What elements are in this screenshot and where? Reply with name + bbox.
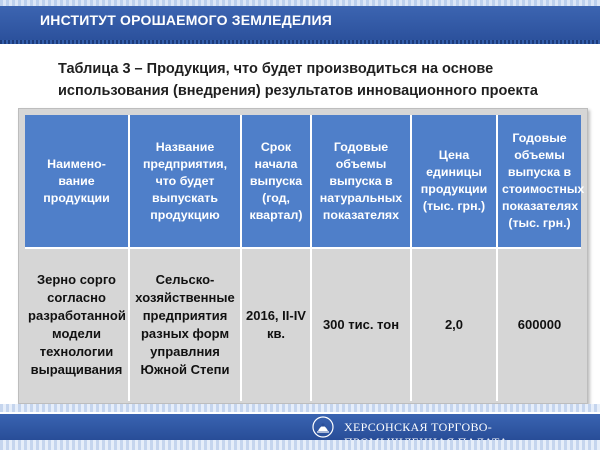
header-unit-price: Цена единицы продукции (тыс. грн.) <box>411 115 497 248</box>
cell-enterprise-name: Сельско-хозяйственные предприятия разных форм управлния Южной Степи <box>129 248 241 401</box>
header-banner <box>0 0 600 44</box>
header-stripe-bottom <box>0 40 600 44</box>
caption-line-2: использования (внедрения) результатов инновационного проекта <box>58 83 538 99</box>
header-annual-volume-natural: Годовые объемы выпуска в натуральных показателях <box>311 115 411 248</box>
footer-banner <box>0 414 600 440</box>
cell-product-name: Зерно сорго согласно разработанной модели технологии выращивания <box>25 248 129 401</box>
cell-unit-price: 2,0 <box>411 248 497 401</box>
cell-annual-volume-value: 600000 <box>497 248 581 401</box>
header-annual-volume-value: Годовые объемы выпуска в стоимостных показателях (тыс. грн.) <box>497 115 581 248</box>
footer-org-name: ХЕРСОНСКАЯ ТОРГОВО- <box>344 420 493 434</box>
table-panel <box>18 108 588 404</box>
table-row <box>25 248 581 401</box>
header-enterprise-name: Название предприятия, что будет выпускать продукцию <box>129 115 241 248</box>
cell-start-date: 2016, II-IV кв. <box>241 248 311 401</box>
header-start-date: Срок начала выпуска (год, квартал) <box>241 115 311 248</box>
footer-stripe-bottom <box>0 440 600 450</box>
header-title: ИНСТИТУТ ОРОШАЕМОГО ЗЕМЛЕДЕЛИЯ <box>40 12 332 28</box>
cell-annual-volume-natural: 300 тис. тон <box>311 248 411 401</box>
header-stripe-top <box>0 0 600 6</box>
chamber-emblem-icon <box>312 416 334 443</box>
footer-stripe-top <box>0 404 600 412</box>
products-table <box>25 115 585 401</box>
table-header-row <box>25 115 581 248</box>
caption-line-1: Таблица 3 – Продукция, что будет производиться на основе <box>58 61 494 77</box>
table-caption <box>58 58 578 102</box>
header-product-name: Наимено-вание продукции <box>25 115 129 248</box>
